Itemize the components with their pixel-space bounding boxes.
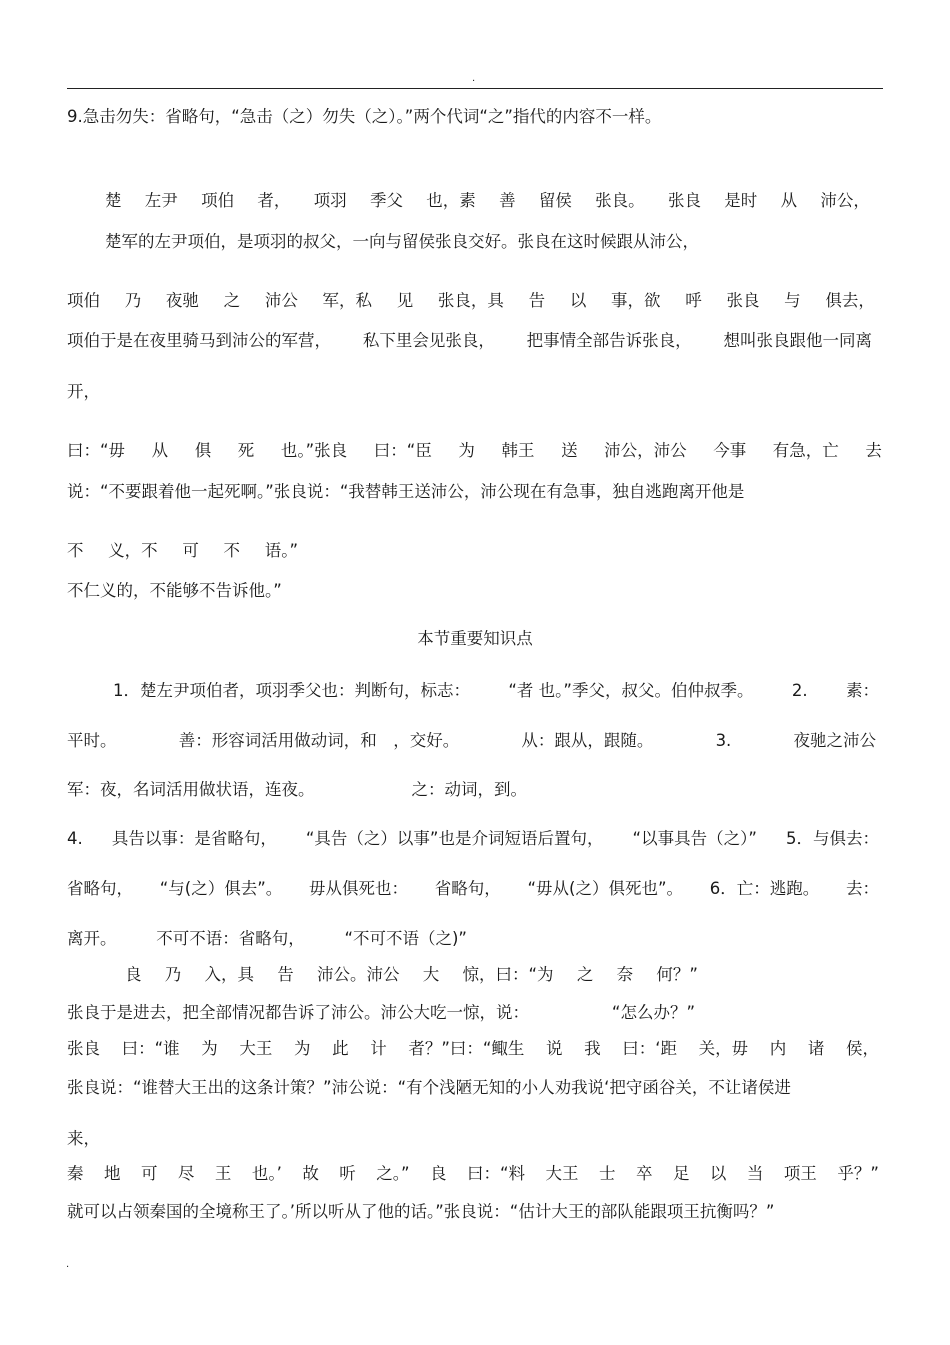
para4-original-segment: 可	[182, 541, 199, 560]
para7-original-segment: 之。”	[376, 1164, 410, 1183]
knowledge-line-5-segment: 6．亡：逃跑。	[709, 879, 820, 898]
para6-original-segment: 诸	[807, 1039, 825, 1058]
knowledge-line-6	[67, 928, 467, 950]
para7-original-segment: 可	[140, 1164, 158, 1183]
para5-original-segment: 大	[422, 965, 440, 984]
para1-original	[105, 190, 870, 212]
para6-original-segment: 为	[294, 1039, 311, 1058]
para4-original-segment: 语。”	[264, 541, 298, 560]
para3-original-segment: 今事	[713, 441, 747, 460]
knowledge-line-2-segment: 平时。	[67, 731, 117, 750]
para6-original-segment: 曰：“谁	[121, 1039, 180, 1058]
para7-original-segment: 乎？”	[837, 1164, 879, 1183]
para6-original-segment: 关，毋	[698, 1039, 749, 1058]
para7-original-segment: 也。’	[251, 1164, 282, 1183]
para5-translation-segment: 张良于是进去，把全部情况都告诉了沛公。沛公大吃一惊，说：	[67, 1003, 529, 1022]
para2-original-segment: 告	[528, 291, 546, 310]
para1-original-segment: 楚	[105, 191, 122, 210]
knowledge-line-5-segment: 去：	[846, 879, 879, 898]
para1-original-segment: 季父	[369, 191, 403, 210]
knowledge-line-2-segment: 3.	[715, 731, 732, 750]
para2-translation	[67, 330, 872, 352]
para3-original-segment: 沛公，沛公	[604, 441, 687, 460]
knowledge-line-3	[67, 779, 527, 801]
para7-original-segment: 当	[746, 1164, 764, 1183]
para7-original-segment: 秦	[67, 1164, 84, 1183]
para6-original-segment: 此	[332, 1039, 349, 1058]
para2-original-segment: 俱去，	[825, 291, 875, 310]
para5-translation-segment: “怎么办？”	[611, 1003, 695, 1022]
knowledge-line-2-segment: 从：跟从，跟随。	[521, 731, 654, 750]
para1-original-segment: 从	[780, 191, 798, 210]
para6-original-segment: 计	[370, 1039, 387, 1058]
para7-original-segment: 以	[709, 1164, 727, 1183]
para2-original-segment: 夜驰	[165, 291, 199, 310]
knowledge-line-5-segment: “毋从(之）俱死也”。	[527, 879, 684, 898]
para7-original-segment: 故	[302, 1164, 319, 1183]
knowledge-line-4-segment: 具告以事：是省略句，	[111, 829, 277, 848]
para7-original-segment: 项王	[783, 1164, 817, 1183]
para3-original-segment: 有急，亡	[772, 441, 839, 460]
para3-original-segment: 也。”张良	[280, 441, 348, 460]
para2-original-segment: 呼	[685, 291, 702, 310]
para5-original-segment: 入，具	[204, 965, 254, 984]
para2-original-segment: 之	[223, 291, 241, 310]
para1-original-segment: 是时	[724, 191, 758, 210]
para7-original-segment: 良	[430, 1164, 447, 1183]
para7-original-segment: 听	[339, 1164, 356, 1183]
para2-translation-segment: 想叫张良跟他一同离	[723, 331, 872, 350]
footer-dot: .	[66, 1259, 70, 1270]
header-rule	[67, 88, 883, 89]
knowledge-line-3-segment: 之：动词，到。	[411, 780, 527, 799]
knowledge-line-5	[67, 878, 879, 900]
para6-original-segment: 者？”曰：“鲰生	[408, 1039, 525, 1058]
para2-translation-segment: 把事情全部告诉张良，	[526, 331, 692, 350]
knowledge-line-4-segment: “以事具告（之）”	[632, 829, 757, 848]
para5-original-segment: 沛公。沛公	[317, 965, 400, 984]
para7-original-segment: 地	[103, 1164, 121, 1183]
para6-original-segment: 为	[201, 1039, 218, 1058]
para3-original-segment: 俱	[194, 441, 212, 460]
knowledge-line-1-segment: 素：	[845, 681, 879, 700]
para7-original-segment: 卒	[635, 1164, 653, 1183]
para7-original-segment: 尽	[177, 1164, 195, 1183]
para6-original-segment: 大王	[239, 1039, 273, 1058]
para3-translation: 说：“不要跟着他一起死啊。”张良说：“我替韩王送沛公，沛公现在有急事，独自逃跑离开他是	[67, 482, 745, 501]
section-title: 本节重要知识点	[417, 629, 533, 648]
para7-original-segment: 大王	[545, 1164, 579, 1183]
para6-original	[67, 1038, 879, 1060]
para7-original-segment: 王	[214, 1164, 232, 1183]
para7-original-segment: 士	[599, 1164, 616, 1183]
para2-original-segment: 沛公	[264, 291, 298, 310]
para1-original-segment: 项伯	[201, 191, 235, 210]
para1-original-segment: 左尹	[144, 191, 178, 210]
para2-original-segment: 张良，具	[437, 291, 504, 310]
para2-original-segment: 项伯	[67, 291, 100, 310]
para5-original-segment: 惊，曰：“为	[462, 965, 554, 984]
para3-original-segment: 韩王	[501, 441, 535, 460]
para1-original-segment: 也，素	[426, 191, 476, 210]
para2-original-segment: 与	[784, 291, 801, 310]
para4-original-segment: 不	[67, 541, 84, 560]
knowledge-line-4	[67, 828, 879, 850]
para6-original-segment: 内	[769, 1039, 787, 1058]
para4-translation: 不仁义的，不能够不告诉他。”	[67, 581, 282, 600]
para3-original-segment: 从	[151, 441, 169, 460]
para5-original	[125, 964, 698, 986]
para5-original-segment: 何？”	[656, 965, 698, 984]
knowledge-line-6-segment: “不可不语（之)”	[344, 929, 467, 948]
para2-original-segment: 军，私	[322, 291, 373, 310]
knowledge-line-1	[113, 680, 879, 702]
para5-original-segment: 奈	[616, 965, 634, 984]
para7-original-segment: 曰：“料	[467, 1164, 526, 1183]
para5-translation	[67, 1002, 695, 1024]
para3-original-segment: 为	[458, 441, 475, 460]
para2-translation-segment: 私下里会见张良，	[362, 331, 495, 350]
knowledge-line-1-segment: “者 也。”季父，叔父。伯仲叔季。	[508, 681, 754, 700]
knowledge-line-5-segment: 省略句，	[434, 879, 501, 898]
knowledge-line-5-segment: “与(之）俱去”。	[159, 879, 283, 898]
knowledge-line-4-segment: 5．与俱去：	[785, 829, 879, 848]
para1-original-segment: 张良。	[595, 191, 645, 210]
para4-original	[67, 540, 298, 562]
para3-original-segment: 去	[865, 441, 882, 460]
para2-original	[67, 290, 875, 312]
para6-original-segment: 曰：‘距	[622, 1039, 678, 1058]
knowledge-line-4-segment: 4.	[67, 829, 83, 848]
para3-original-segment: 送	[561, 441, 578, 460]
para2-original-segment: 事，欲	[611, 291, 661, 310]
knowledge-line-6-segment: 离开。	[67, 929, 117, 948]
para1-original-segment: 留侯	[538, 191, 572, 210]
knowledge-line-2	[67, 730, 876, 752]
para6-original-segment: 侯，	[845, 1039, 879, 1058]
para1-translation: 楚军的左尹项伯，是项羽的叔父，一向与留侯张良交好。张良在这时候跟从沛公，	[105, 232, 699, 251]
knowledge-line-3-segment: 军：夜，名词活用做状语，连夜。	[67, 780, 315, 799]
para5-original-segment: 告	[277, 965, 294, 984]
para2-original-segment: 乃	[124, 291, 142, 310]
para3-original-segment: 曰：“臣	[373, 441, 432, 460]
knowledge-line-5-segment: 省略句，	[67, 879, 133, 898]
note-9: 9.急击勿失：省略句，“急击（之）勿失（之）。”两个代词“之”指代的内容不一样。	[67, 107, 662, 126]
para2-original-segment: 以	[569, 291, 587, 310]
para2-original-segment: 见	[396, 291, 414, 310]
para7-translation: 就可以占领秦国的全境称王了。’所以听从了他的话。”张良说：“估计大王的部队能跟项王抗衡吗？”	[67, 1202, 775, 1221]
para5-original-segment: 良	[125, 965, 142, 984]
knowledge-line-2-segment: 夜驰之沛公	[793, 731, 876, 750]
para7-original	[67, 1163, 879, 1185]
para6-original-segment: 我	[584, 1039, 601, 1058]
para1-original-segment: 善	[499, 191, 516, 210]
knowledge-line-2-segment: 善：形容词活用做动词，和 ，交好。	[178, 731, 460, 750]
knowledge-line-6-segment: 不可不语：省略句，	[156, 929, 305, 948]
para4-original-segment: 不	[223, 541, 241, 560]
para5-original-segment: 乃	[164, 965, 182, 984]
para1-original-segment: 者，	[257, 191, 291, 210]
knowledge-line-5-segment: 毋从俱死也：	[309, 879, 409, 898]
para1-original-segment: 项羽	[313, 191, 347, 210]
knowledge-line-1-segment: 1．楚左尹项伯者，项羽季父也：判断句，标志：	[113, 681, 470, 700]
knowledge-line-4-segment: “具告（之）以事”也是介词短语后置句，	[305, 829, 604, 848]
knowledge-line-1-segment: 2.	[791, 681, 808, 700]
para3-original	[67, 440, 882, 462]
header-dot: .	[472, 73, 476, 84]
para5-original-segment: 之	[576, 965, 594, 984]
para6-translation-cont: 来，	[67, 1129, 100, 1148]
para2-translation-cont: 开，	[67, 382, 100, 401]
para3-original-segment: 死	[237, 441, 255, 460]
para6-translation: 张良说：“谁替大王出的这条计策？”沛公说：“有个浅陋无知的小人劝我说‘把守函谷关，不让诸侯进	[67, 1078, 791, 1097]
para7-original-segment: 足	[672, 1164, 690, 1183]
para2-translation-segment: 项伯于是在夜里骑马到沛公的军营，	[67, 331, 331, 350]
para2-original-segment: 张良	[726, 291, 760, 310]
para1-original-segment: 张良	[667, 191, 701, 210]
para4-original-segment: 义，不	[108, 541, 158, 560]
para6-original-segment: 说	[546, 1039, 563, 1058]
para6-original-segment: 张良	[67, 1039, 100, 1058]
para1-original-segment: 沛公，	[820, 191, 870, 210]
para3-original-segment: 曰：“毋	[67, 441, 126, 460]
